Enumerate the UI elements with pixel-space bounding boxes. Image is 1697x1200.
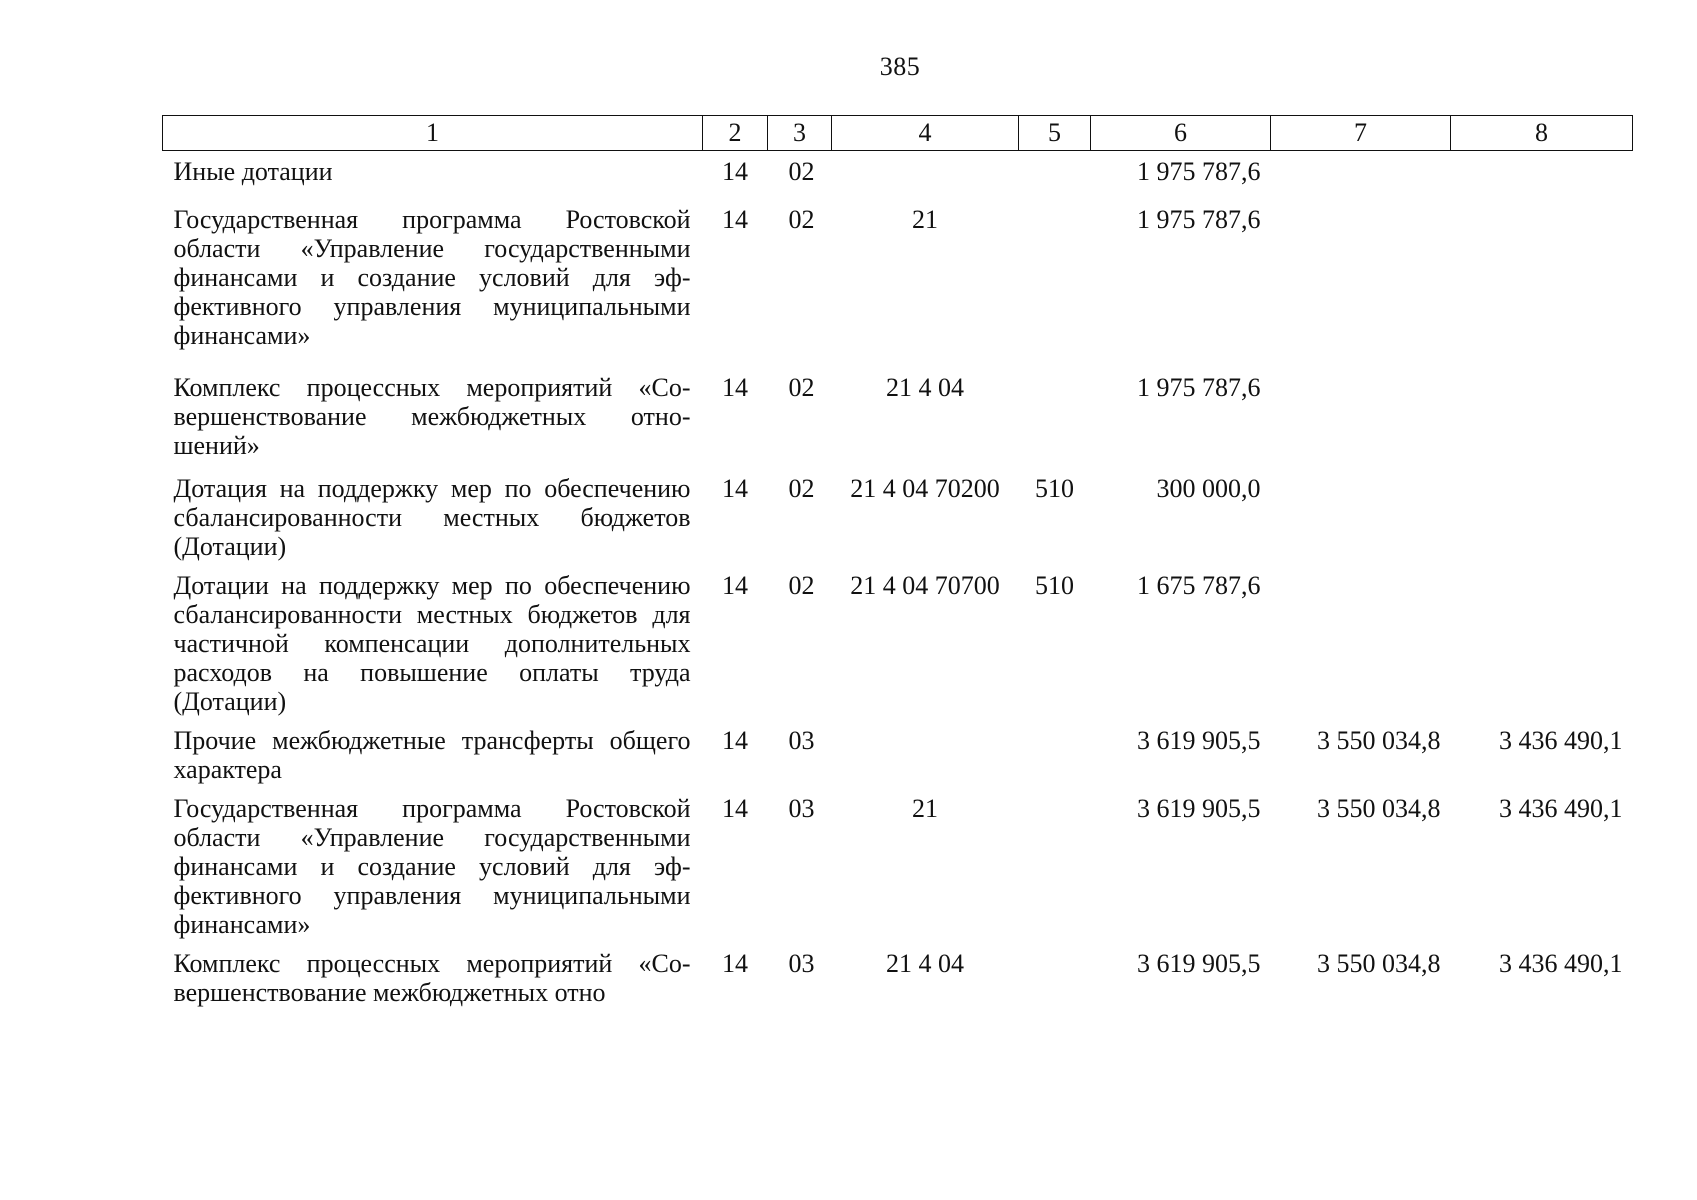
row-name: Комплекс процессных мероприятий «Совершенствование межбюджетных отно: [173, 949, 691, 1007]
row-amount-3: 3 436 490,1: [1499, 794, 1623, 823]
row-target-item: [832, 720, 1019, 788]
row-amount-3: 3 436 490,1: [1499, 949, 1623, 978]
row-amount-3: [1451, 151, 1633, 191]
row-amount-1: 1 975 787,6: [1137, 205, 1261, 234]
page-number: 385: [879, 52, 921, 81]
row-amount-1: 1 975 787,6: [1137, 157, 1261, 186]
table-row: [163, 943, 1633, 1011]
row-subsection: 02: [788, 474, 815, 503]
budget-table: [162, 115, 1633, 1011]
row-name: Государственная программа Ростовской области «Управление государственными финансами и создание условий для эффективного управления муниципальными финансами»: [173, 794, 691, 939]
row-expense-type: [1019, 788, 1091, 943]
row-target-item: 21: [912, 794, 938, 823]
row-target-item: 21 4 04 70200: [850, 474, 1000, 503]
row-subsection: 03: [788, 949, 815, 978]
row-amount-3: [1451, 565, 1633, 720]
table-row: [163, 358, 1633, 468]
row-expense-type: 510: [1035, 571, 1074, 600]
row-subsection: 03: [788, 726, 815, 755]
column-header-4: 4: [832, 116, 1019, 151]
table-row: [163, 468, 1633, 565]
row-amount-2: [1271, 468, 1451, 565]
row-expense-type: [1019, 358, 1091, 468]
table-header: [163, 116, 1633, 151]
row-section: 14: [722, 571, 748, 600]
row-section: 14: [722, 726, 748, 755]
row-name: Комплекс процессных мероприятий «Совершенствование межбюджетных отношений»: [173, 373, 691, 460]
row-amount-1: 3 619 905,5: [1137, 726, 1261, 755]
row-section: 14: [722, 205, 748, 234]
row-section: 14: [722, 949, 748, 978]
row-expense-type: [1019, 151, 1091, 191]
row-target-item: 21: [912, 205, 938, 234]
row-name: Дотация на поддержку мер по обеспечению сбалансированности местных бюджетов (Дотации): [173, 474, 691, 561]
row-section: 14: [722, 474, 748, 503]
row-subsection: 03: [788, 794, 815, 823]
table-row: [163, 151, 1633, 191]
row-name: Дотации на поддержку мер по обеспечению сбалансированности местных бюджетов для частичной компенсации дополнительных расходов на повышение оплаты труда (Дотации): [173, 571, 691, 716]
table-row: [163, 788, 1633, 943]
row-section: 14: [722, 157, 748, 186]
row-amount-2: [1271, 190, 1451, 358]
row-amount-3: [1451, 468, 1633, 565]
row-amount-1: 300 000,0: [1156, 474, 1261, 503]
row-subsection: 02: [788, 373, 815, 402]
table-row: [163, 565, 1633, 720]
row-subsection: 02: [788, 205, 815, 234]
row-section: 14: [722, 794, 748, 823]
header-row: [163, 116, 1633, 151]
table-body: [163, 151, 1633, 1012]
row-expense-type: [1019, 943, 1091, 1011]
row-name: Государственная программа Ростовской области «Управление государственными финансами и создание условий для эффективного управления муниципальными финансами»: [173, 205, 691, 350]
column-header-3: 3: [768, 116, 832, 151]
column-header-6: 6: [1091, 116, 1271, 151]
column-header-1: 1: [163, 116, 703, 151]
row-target-item: 21 4 04: [886, 949, 964, 978]
row-expense-type: [1019, 720, 1091, 788]
table-row: [163, 190, 1633, 358]
row-subsection: 02: [788, 157, 815, 186]
row-target-item: 21 4 04 70700: [850, 571, 1000, 600]
column-header-8: 8: [1451, 116, 1633, 151]
row-subsection: 02: [788, 571, 815, 600]
row-name: Иные дотации: [173, 157, 333, 186]
row-amount-3: [1451, 190, 1633, 358]
row-amount-2: 3 550 034,8: [1317, 726, 1441, 755]
row-amount-3: [1451, 358, 1633, 468]
row-amount-1: 1 675 787,6: [1137, 571, 1261, 600]
row-expense-type: 510: [1035, 474, 1074, 503]
column-header-5: 5: [1019, 116, 1091, 151]
row-amount-2: [1271, 151, 1451, 191]
row-amount-3: 3 436 490,1: [1499, 726, 1623, 755]
row-amount-2: [1271, 358, 1451, 468]
row-amount-2: 3 550 034,8: [1317, 949, 1441, 978]
row-section: 14: [722, 373, 748, 402]
table-row: [163, 720, 1633, 788]
row-target-item: 21 4 04: [886, 373, 964, 402]
row-amount-1: 3 619 905,5: [1137, 794, 1261, 823]
row-amount-1: 3 619 905,5: [1137, 949, 1261, 978]
column-header-7: 7: [1271, 116, 1451, 151]
row-expense-type: [1019, 190, 1091, 358]
row-name: Прочие межбюджетные трансферты общего характера: [173, 726, 691, 784]
row-amount-2: 3 550 034,8: [1317, 794, 1441, 823]
row-amount-2: [1271, 565, 1451, 720]
column-header-2: 2: [703, 116, 768, 151]
row-target-item: [832, 151, 1019, 191]
row-amount-1: 1 975 787,6: [1137, 373, 1261, 402]
